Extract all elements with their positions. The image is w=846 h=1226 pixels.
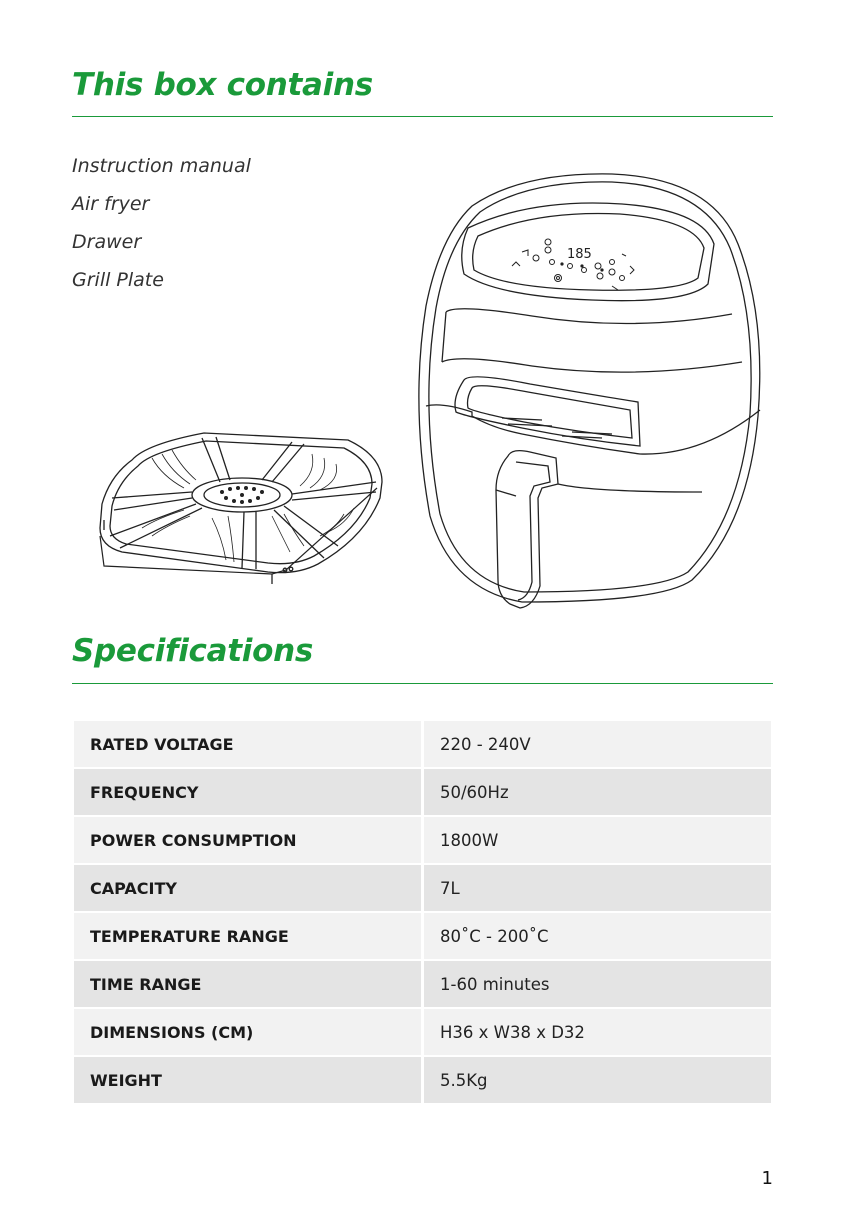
list-item: Instruction manual <box>72 155 251 177</box>
spec-value: 7L <box>424 865 771 911</box>
spec-label: TIME RANGE <box>74 961 421 1007</box>
spec-value: 5.5Kg <box>424 1057 771 1103</box>
spec-value: 80˚C - 200˚C <box>424 913 771 959</box>
table-row <box>74 913 771 959</box>
table-row <box>74 817 771 863</box>
spec-label: FREQUENCY <box>74 769 421 815</box>
table-row <box>74 721 771 767</box>
display-reading: 185 <box>567 247 592 262</box>
spec-label: CAPACITY <box>74 865 421 911</box>
box-contents-title: This box contains <box>72 67 373 103</box>
table-row <box>74 769 771 815</box>
page-number: 1 <box>761 1168 773 1189</box>
list-item: Grill Plate <box>72 269 164 291</box>
table-row <box>74 1009 771 1055</box>
spec-value: 220 - 240V <box>424 721 771 767</box>
table-row <box>74 865 771 911</box>
specifications-divider <box>72 683 773 684</box>
spec-label: DIMENSIONS (CM) <box>74 1009 421 1055</box>
box-contents-divider <box>72 116 773 117</box>
list-item: Drawer <box>72 231 142 253</box>
grill-plate-illustration <box>92 418 392 588</box>
box-contents-list <box>72 152 251 304</box>
specifications-title: Specifications <box>72 633 314 669</box>
table-row <box>74 961 771 1007</box>
spec-value: 1800W <box>424 817 771 863</box>
spec-value: H36 x W38 x D32 <box>424 1009 771 1055</box>
spec-value: 1-60 minutes <box>424 961 771 1007</box>
table-row <box>74 1057 771 1103</box>
spec-label: TEMPERATURE RANGE <box>74 913 421 959</box>
spec-label: WEIGHT <box>74 1057 421 1103</box>
spec-label: RATED VOLTAGE <box>74 721 421 767</box>
spec-value: 50/60Hz <box>424 769 771 815</box>
air-fryer-illustration <box>412 166 774 622</box>
spec-label: POWER CONSUMPTION <box>74 817 421 863</box>
specifications-table <box>74 721 771 1105</box>
list-item: Air fryer <box>72 193 150 215</box>
